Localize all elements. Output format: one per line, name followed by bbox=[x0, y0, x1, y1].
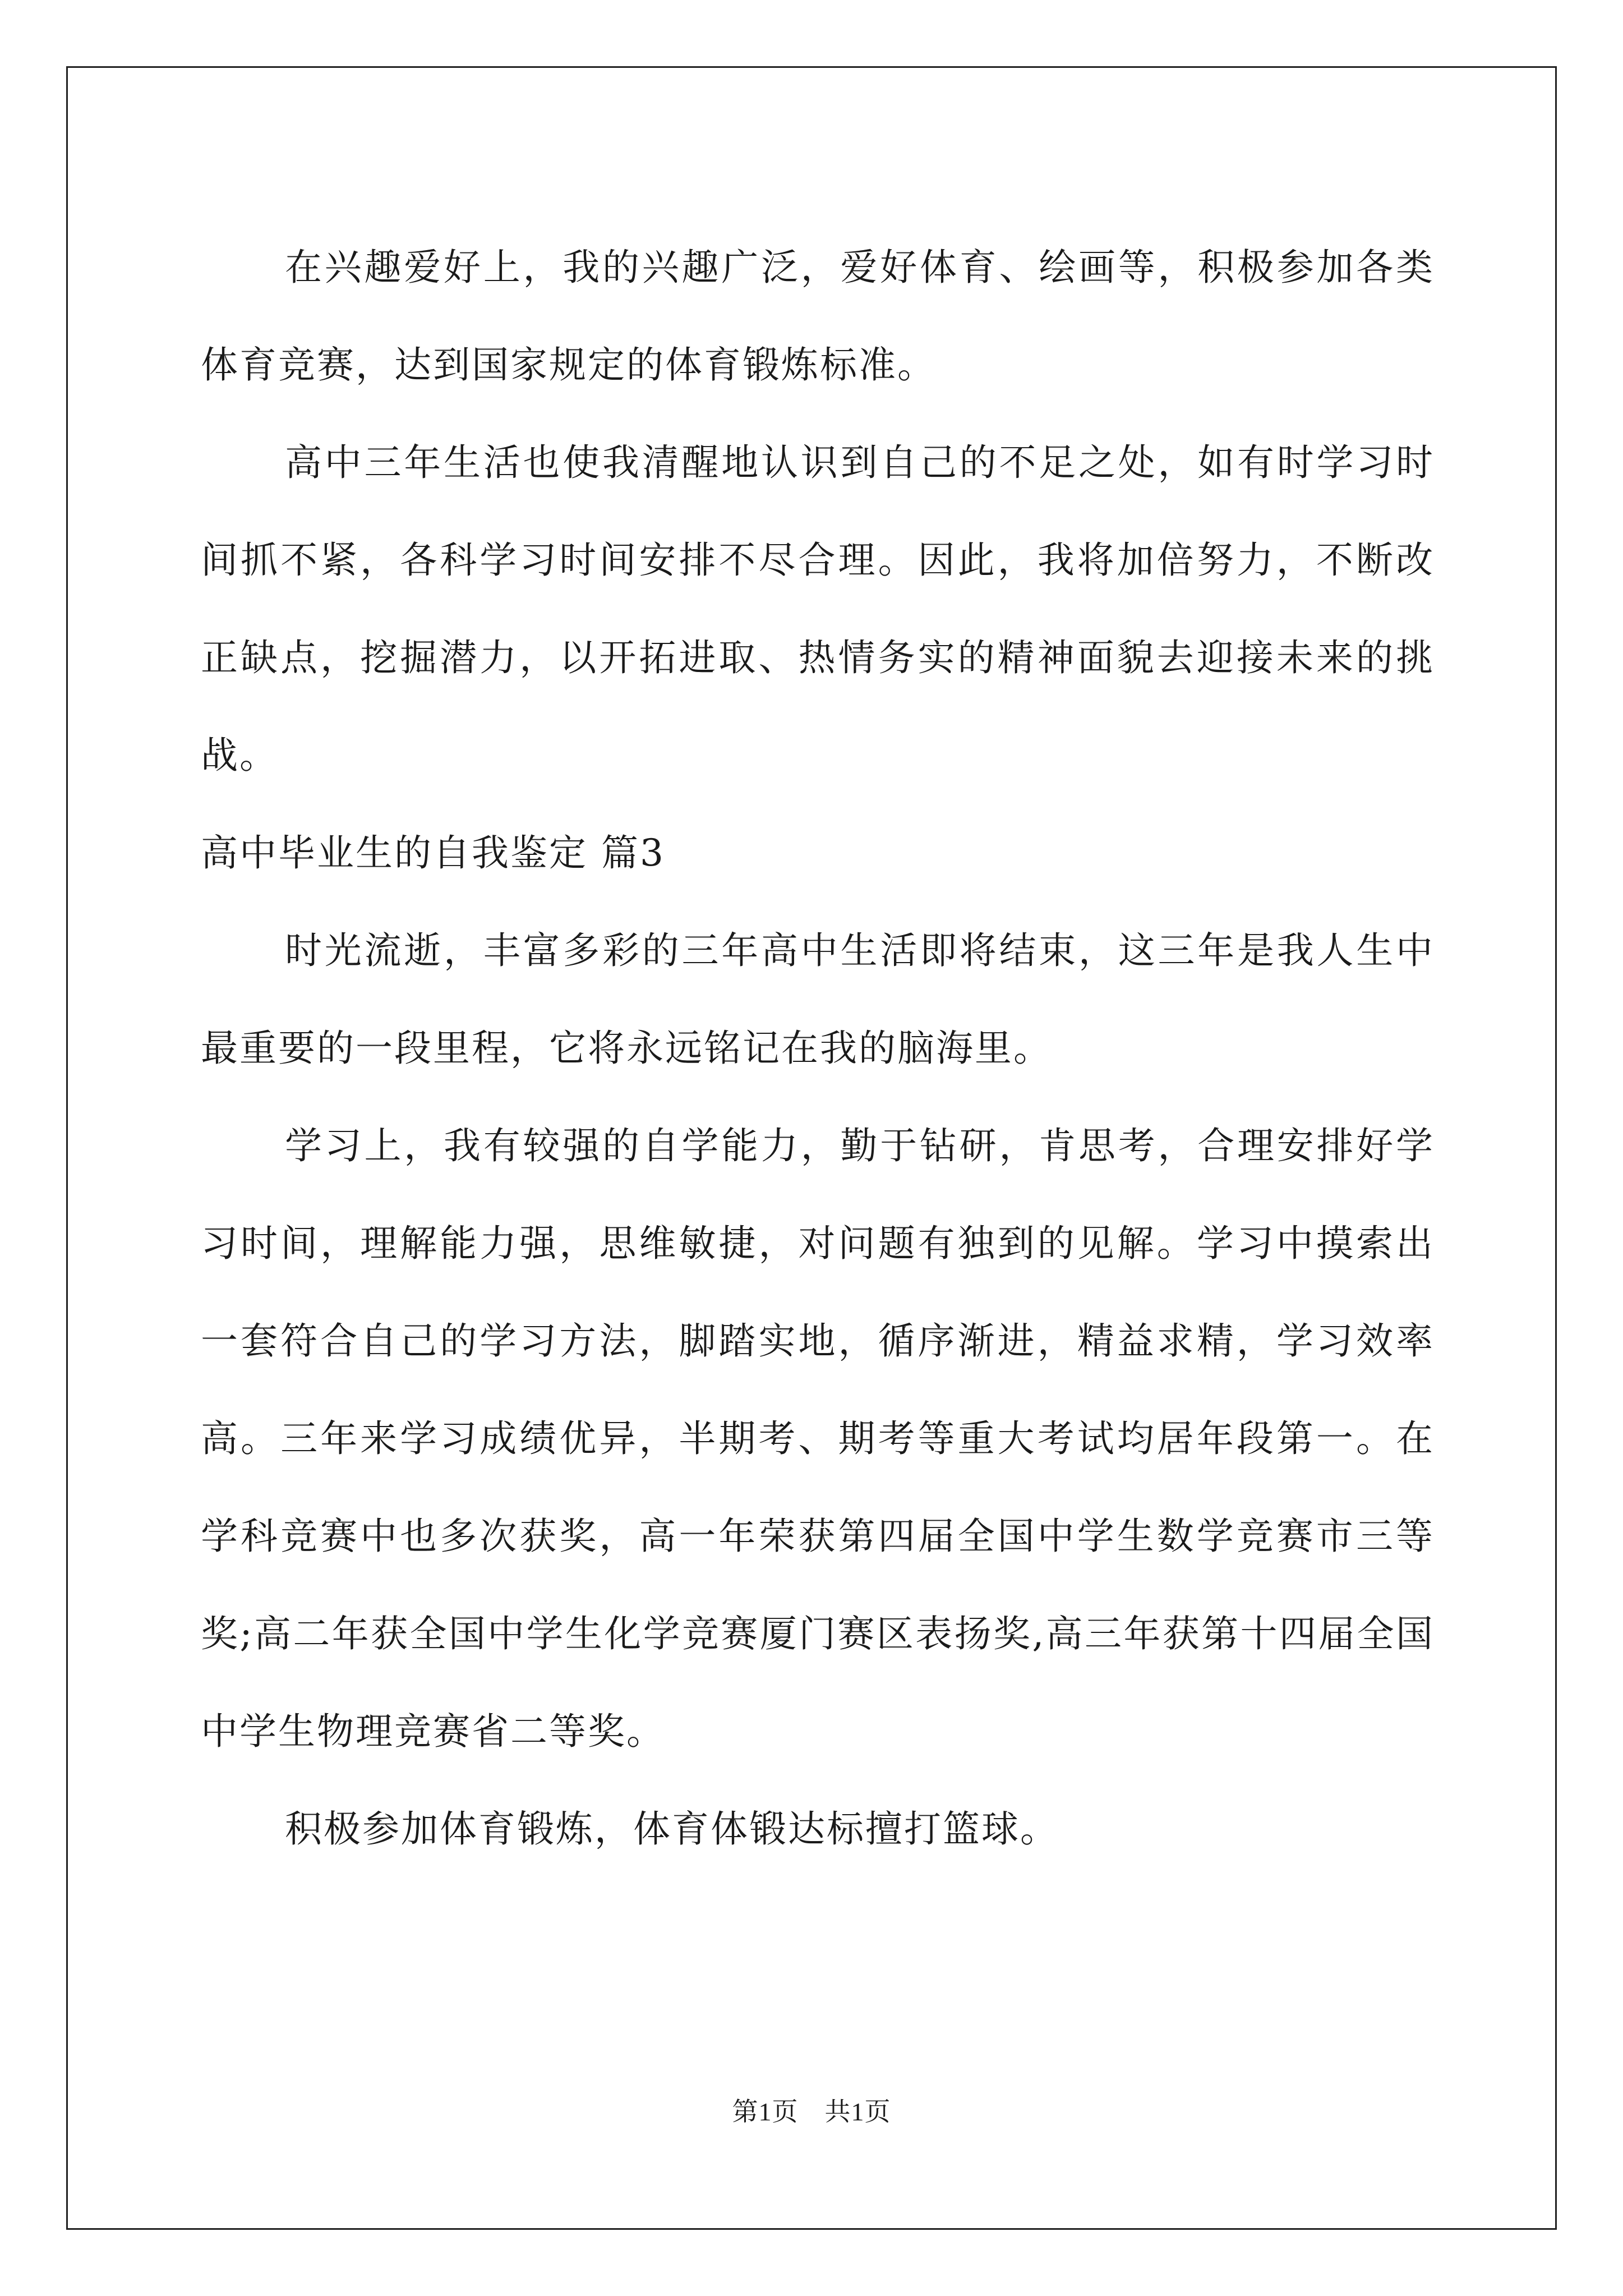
document-body bbox=[201, 219, 1435, 1878]
paragraph-study: 学习上，我有较强的自学能力，勤于钻研，肯思考，合理安排好学习时间，理解能力强，思维敏捷，对问题有独到的见解。学习中摸索出一套符合自己的学习方法，脚踏实地，循序渐进，精益求精，学习效率高。三年来学习成绩优异，半期考、期考等重大考试均居年段第一。在学科竞赛中也多次获奖，高一年荣获第四届全国中学生数学竞赛市三等奖;高二年获全国中学生化学竞赛厦门赛区表扬奖,高三年获第十四届全国中学生物理竞赛省二等奖。 bbox=[201, 1124, 1435, 1753]
paragraph-shortcomings: 高中三年生活也使我清醒地认识到自己的不足之处，如有时学习时间抓不紧，各科学习时间安排不尽合理。因此，我将加倍努力，不断改正缺点，挖掘潜力，以开拓进取、热情务实的精神面貌去迎接未来的挑战。 bbox=[201, 441, 1435, 777]
page-number-footer: 第1页 共1页 bbox=[732, 2097, 891, 2126]
paragraph-sports: 积极参加体育锻炼，体育体锻达标擅打篮球。 bbox=[285, 1807, 1059, 1851]
paragraph-hobbies: 在兴趣爱好上，我的兴趣广泛，爱好体育、绘画等，积极参加各类体育竞赛，达到国家规定的体育锻炼标准。 bbox=[201, 246, 1435, 386]
section-heading: 高中毕业生的自我鉴定 篇3 bbox=[201, 831, 665, 875]
paragraph-intro: 时光流逝，丰富多彩的三年高中生活即将结束，这三年是我人生中最重要的一段里程，它将永远铭记在我的脑海里。 bbox=[201, 929, 1435, 1070]
